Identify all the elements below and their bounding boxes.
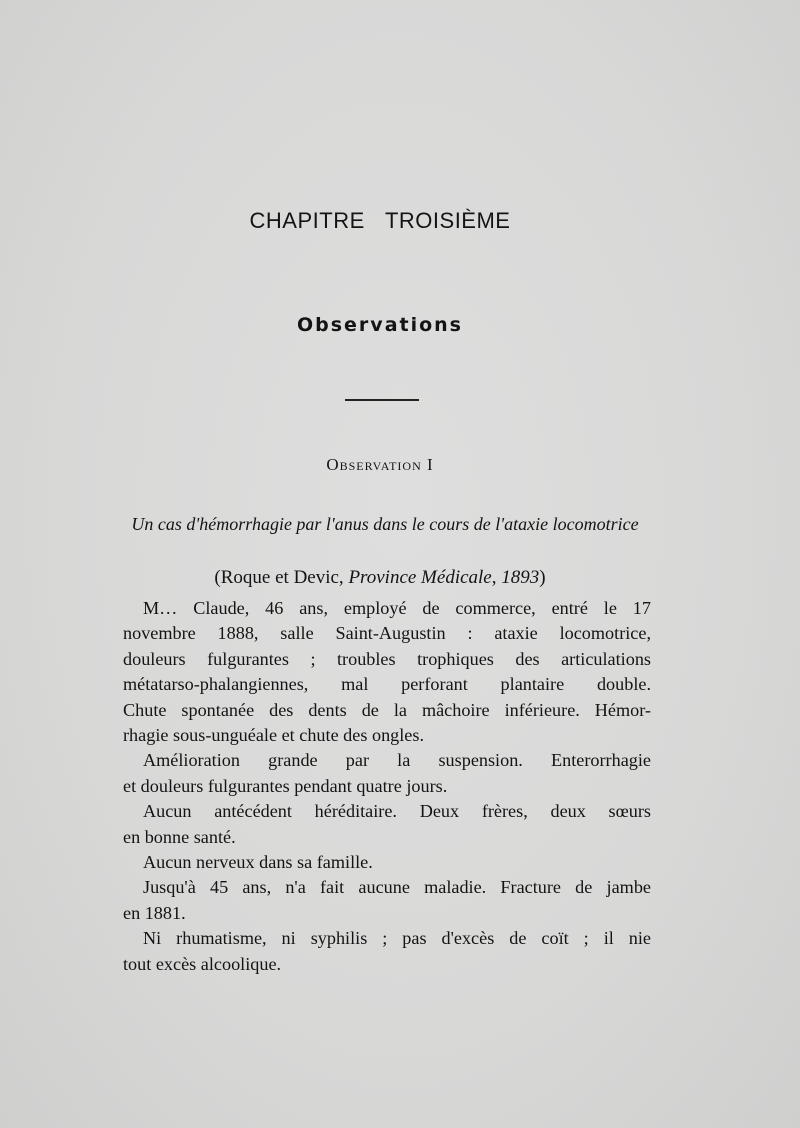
section-title: Observations — [296, 314, 463, 336]
body-line: Ni rhumatisme, ni syphilis ; pas d'excès de coït ; il nie — [143, 928, 651, 949]
source-journal: Province Médicale — [348, 567, 492, 588]
body-line: douleurs fulgurantes ; troubles trophiques des articulations — [123, 648, 651, 669]
body-line: métatarso-phalangiennes, mal perforant plantaire double. — [123, 674, 651, 695]
body-line: Aucun antécédent héréditaire. Deux frères, deux sœurs — [143, 801, 651, 822]
paragraph-2 — [123, 748, 651, 799]
paragraph-6 — [123, 926, 651, 977]
source-separator: , — [491, 567, 502, 588]
body-line: novembre 1888, salle Saint-Augustin : ataxie locomotrice, — [123, 623, 651, 644]
body-line: en bonne santé. — [123, 826, 236, 847]
chapter-title: CHAPITRE TROISIÈME — [249, 208, 511, 233]
section-divider — [345, 399, 419, 401]
observation-heading: Observation I — [326, 455, 434, 474]
body-line: en 1881. — [123, 902, 186, 923]
paragraph-4 — [123, 850, 651, 875]
source-prefix: (Roque et Devic, — [214, 567, 349, 588]
case-title: Un cas d'hémorrhagie par l'anus dans le cours de l'ataxie locomotrice — [131, 514, 639, 534]
body-line: tout excès alcoolique. — [123, 953, 282, 974]
body-line: M… Claude, 46 ans, employé de commerce, entré le 17 — [143, 598, 651, 618]
paragraph-1 — [123, 596, 651, 748]
body-line: rhagie sous-unguéale et chute des ongles. — [123, 725, 425, 746]
body-line: Amélioration grande par la suspension. Enterorrhagie — [143, 750, 651, 771]
paragraph-5 — [123, 875, 651, 926]
source-year: 1893 — [501, 567, 540, 588]
source-citation — [0, 567, 760, 589]
body-line: Chute spontanée des dents de la mâchoire inférieure. Hémor- — [123, 699, 651, 720]
observation-body — [123, 596, 651, 977]
body-line: et douleurs fulgurantes pendant quatre jours. — [123, 775, 448, 796]
source-suffix: ) — [539, 567, 546, 588]
body-line: Jusqu'à 45 ans, n'a fait aucune maladie. Fracture de jambe — [143, 877, 651, 898]
body-line: Aucun nerveux dans sa famille. — [143, 852, 373, 873]
paragraph-3 — [123, 799, 651, 850]
